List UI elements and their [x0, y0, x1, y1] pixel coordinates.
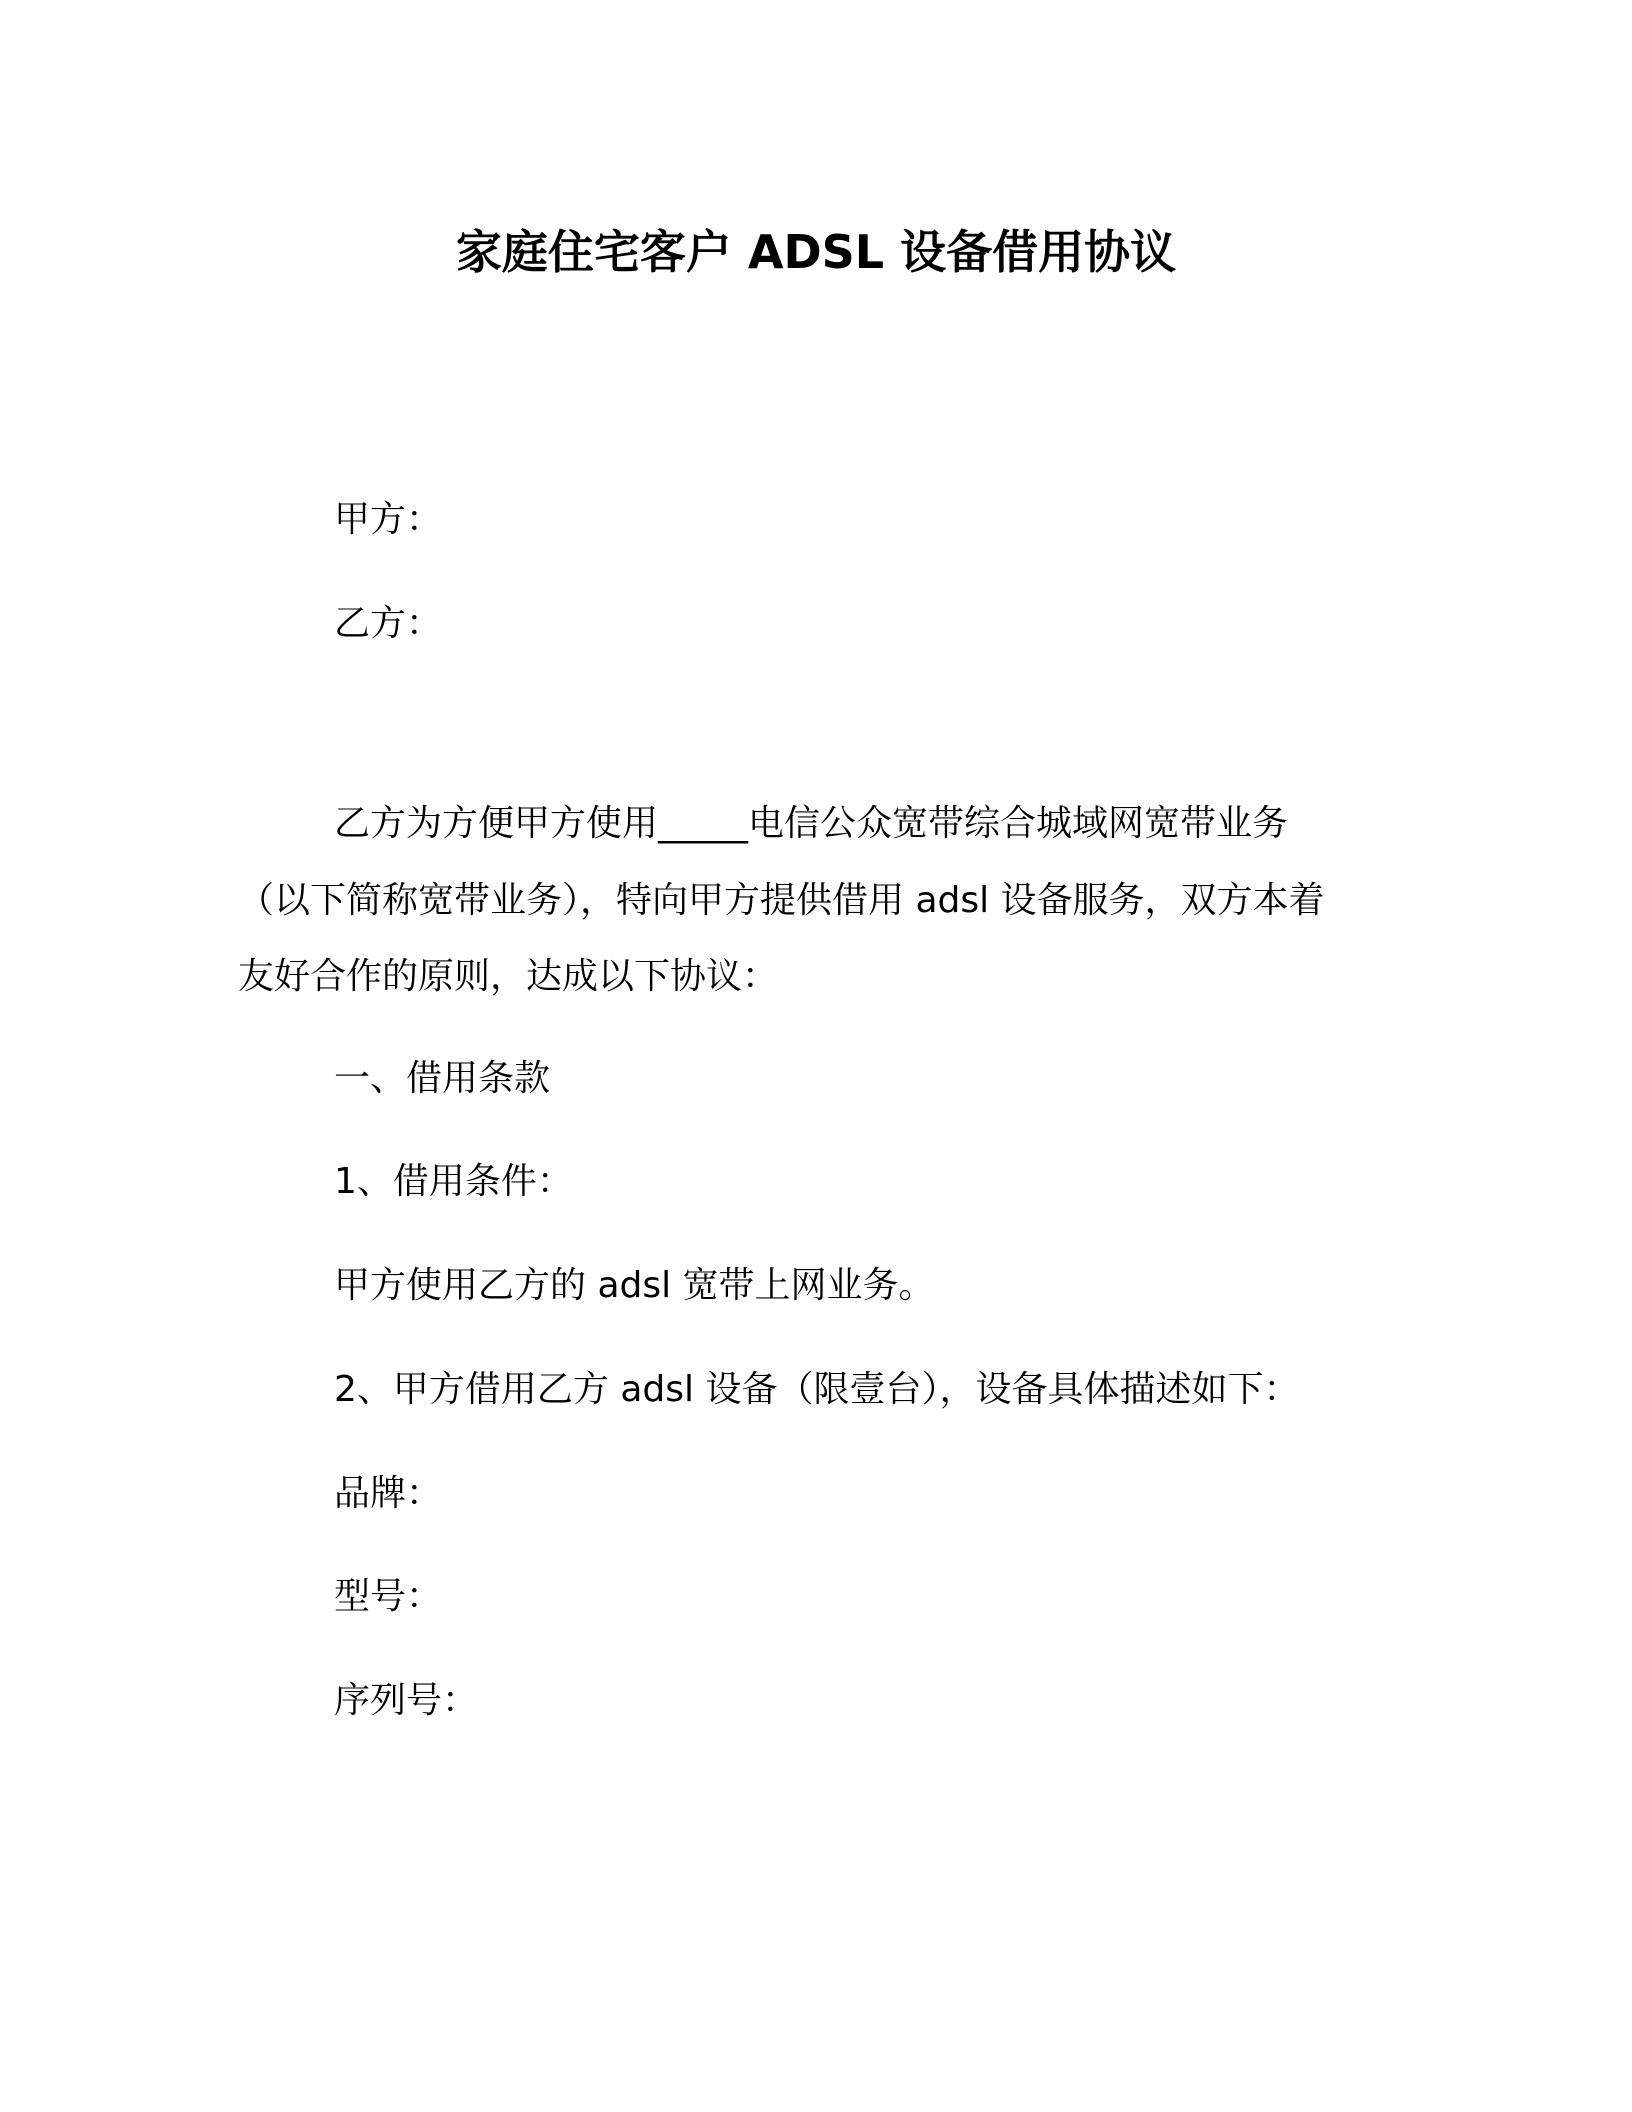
intro-line-1: 乙方为方便甲方使用_____电信公众宽带综合城域网宽带业务	[334, 803, 1289, 844]
item-2-title: 2、甲方借用乙方 adsl 设备（限壹台），设备具体描述如下：	[334, 1369, 1300, 1410]
intro-line-2: （以下简称宽带业务），特向甲方提供借用 adsl 设备服务，双方本着	[238, 880, 1325, 921]
field-brand: 品牌：	[334, 1473, 443, 1514]
item-1-text: 甲方使用乙方的 adsl 宽带上网业务。	[334, 1265, 935, 1306]
party-b-label: 乙方：	[334, 603, 443, 644]
field-model: 型号：	[334, 1576, 443, 1617]
field-serial: 序列号：	[334, 1680, 479, 1721]
intro-line-3: 友好合作的原则，达成以下协议：	[238, 956, 779, 997]
party-a-label: 甲方：	[334, 499, 443, 540]
document-title: 家庭住宅客户 ADSL 设备借用协议	[455, 225, 1177, 279]
section-heading-borrowing-terms: 一、借用条款	[334, 1058, 551, 1099]
item-1-title: 1、借用条件：	[334, 1161, 573, 1202]
